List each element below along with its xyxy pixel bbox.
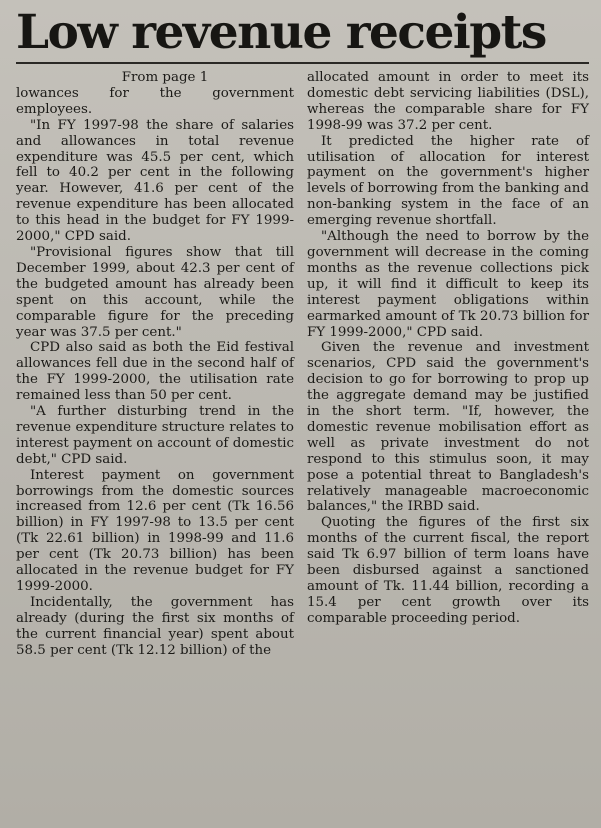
article-paragraph: Quoting the figures of the first six months of the current fiscal, the report said Tk 6.97 billion of term loans have been disbursed against a sanctioned amount of Tk. 11.44 billion, recording a 15.4 per cent growth over its comparable proceeding period. xyxy=(307,515,589,626)
headline: Low revenue receipts xyxy=(16,5,546,60)
article-paragraph: Interest payment on government borrowings from the domestic sources increased from 12.6 per cent (Tk 16.56 billion) in FY 1997-98 to 13.5 per cent (Tk 22.61 billion) in 1998-99 and 11.6 per cent (Tk 20.73 billion) has been allocated in the revenue budget for FY 1999-2000. xyxy=(16,467,294,594)
article-paragraph: It predicted the higher rate of utilisation of allocation for interest payment on the government's higher levels of borrowing from the banking and non-banking system in the face of an emerging revenue shortfall. xyxy=(307,133,589,229)
article-paragraph: "A further disturbing trend in the revenue expenditure structure relates to interest payment on account of domestic debt," CPD said. xyxy=(16,404,294,467)
article-paragraph: "In FY 1997-98 the share of salaries and allowances in total revenue expenditure was 45.5 per cent, which fell to 40.2 per cent in the following year. However, 41.6 per cent of the revenue expenditure has been allocated to this head in the budget for FY 1999-2000," CPD said. xyxy=(16,117,294,245)
right-column xyxy=(307,70,589,659)
headline-rule xyxy=(16,62,589,64)
article-paragraph: lowances for the government employees. xyxy=(16,85,294,117)
article-paragraph: Incidentally, the government has already (during the first six months of the current financial year) spent about 58.5 per cent (Tk 12.12 billion) of the xyxy=(16,594,294,658)
article-paragraph: CPD also said as both the Eid festival allowances fell due in the second half of the FY 1999-2000, the utilisation rate remained less than 50 per cent. xyxy=(16,340,294,404)
article-body xyxy=(16,70,589,659)
continuation-note: From page 1 xyxy=(121,70,209,85)
article-paragraph: Given the revenue and investment scenarios, CPD said the government's decision to go for borrowing to prop up the aggregate demand may be justified in the short term. "If, however, the domestic revenue mobilisation effort as well as private investment do not respond to this stimulus soon, it may pose a potential threat to Bangladesh's relatively manageable macroeconomic balances," the IRBD said. xyxy=(307,340,589,515)
article-paragraph: "Although the need to borrow by the government will decrease in the coming months as the revenue collections pick up, it will find it difficult to keep its interest payment obligations within earmarked amount of Tk 20.73 billion for FY 1999-2000," CPD said. xyxy=(307,229,589,340)
article-paragraph: allocated amount in order to meet its domestic debt servicing liabilities (DSL), whereas the comparable share for FY 1998-99 was 37.2 per cent. xyxy=(307,70,589,133)
left-column xyxy=(16,70,294,659)
article-paragraph: "Provisional figures show that till December 1999, about 42.3 per cent of the budgeted amount has already been spent on this account, while the comparable figure for the preceding year was 37.5 per cent." xyxy=(16,244,294,340)
